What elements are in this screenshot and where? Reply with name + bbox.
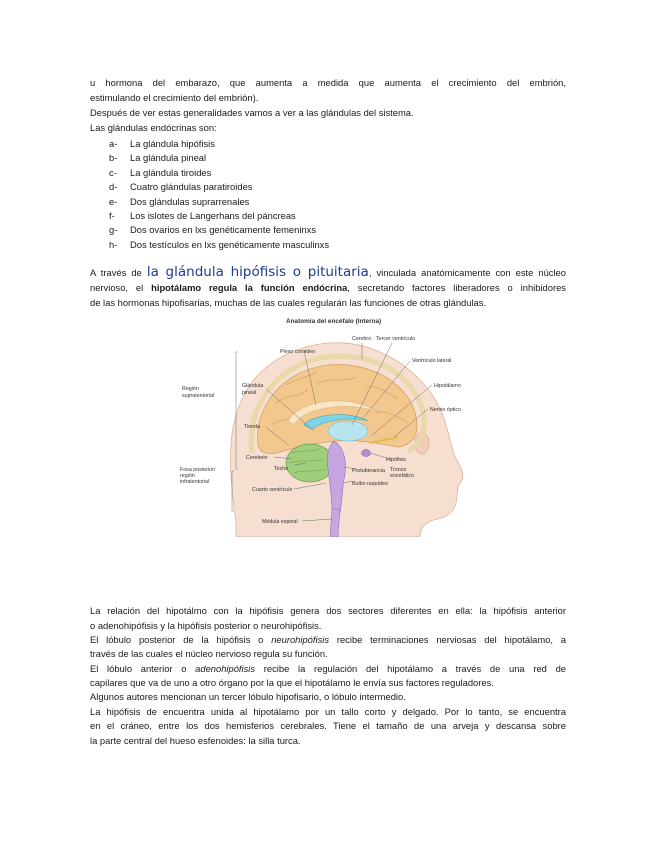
label-tercer-ventriculo: Tercer ventrículo xyxy=(376,336,416,342)
text-span: recibe la regulación del hipotálamo a través de una red de xyxy=(255,663,566,674)
list-item xyxy=(109,195,329,209)
hypophysis-line-2 xyxy=(90,281,566,295)
list-item-label: La glándula pineal xyxy=(130,152,207,164)
list-marker: d- xyxy=(109,181,118,193)
label-techo: Techo xyxy=(274,466,289,472)
closing-p2-line-1 xyxy=(90,633,566,647)
brain-anatomy-illustration xyxy=(176,313,494,537)
label-hipotalamo: Hipotálamo xyxy=(434,383,461,389)
closing-p1-line-1: La relación del hipotálmo con la hipófisis genera dos sectores diferentes en ella: la hipófisis anterior xyxy=(90,605,566,616)
text-span: A través de xyxy=(90,267,147,278)
label-tronco-encefalico-2: encefálico xyxy=(390,473,414,479)
closing-p5-line-3: la parte central del hueso esfenoides: la silla turca. xyxy=(90,735,301,746)
closing-p2-line-2: través de las cuales el núcleo nervioso regula su función. xyxy=(90,648,328,659)
hypophysis-line-1 xyxy=(90,264,566,281)
intro-line-4: Las glándulas endócrinas son: xyxy=(90,122,217,133)
list-item xyxy=(109,137,329,151)
intro-line-3: Después de ver estas generalidades vamos a ver a las glándulas del sistema. xyxy=(90,107,414,118)
list-item-label: Cuatro glándulas paratiroides xyxy=(130,181,253,193)
list-item xyxy=(109,238,329,252)
label-fosa-posterior-1: Fosa posterior/ xyxy=(180,467,216,473)
label-medula-espinal: Médula espinal xyxy=(262,519,298,525)
list-marker: c- xyxy=(109,166,117,178)
label-fosa-posterior-2: región xyxy=(180,473,195,479)
list-marker: b- xyxy=(109,152,118,164)
spinal-cord xyxy=(330,509,340,537)
label-nervio-optico: Nervio óptico xyxy=(430,407,461,413)
label-cerebro: Cerebro xyxy=(352,336,372,342)
list-marker: g- xyxy=(109,224,118,236)
list-item xyxy=(109,209,329,223)
italic-term: adenohipófisis xyxy=(195,663,256,674)
pituitary-gland xyxy=(362,450,371,457)
closing-p5-line-1: La hipófisis de encuentra unida al hipotálamo por un tallo corto y delgado. Por lo tanto, se encuentra xyxy=(90,706,566,717)
brain-anatomy-figure xyxy=(176,313,494,537)
cerebellum xyxy=(286,444,334,482)
label-hipofisis: Hipófisis xyxy=(386,457,407,463)
hypophysis-line-3: de las hormonas hipofisarias, muchas de las cuales regularán las funciones de otras glándulas. xyxy=(90,297,487,308)
text-span: El lóbulo posterior de la hipófisis o xyxy=(90,634,272,645)
label-glandula-pineal-2: pineal xyxy=(242,390,257,396)
list-marker: e- xyxy=(109,195,118,207)
list-item xyxy=(109,166,329,180)
text-span: , secretando factores liberadores o inhibidores xyxy=(347,282,566,293)
highlight-heading: la glándula hipófisis o pituitaria xyxy=(146,264,369,280)
figure-title: Anatomía del encéfalo (Interna) xyxy=(286,318,382,325)
list-item-label: Dos glándulas suprarrenales xyxy=(130,195,250,207)
list-item xyxy=(109,151,329,165)
label-protuberancia: Protuberancia xyxy=(352,468,385,474)
label-cuarto-ventriculo: Cuarto ventrículo xyxy=(252,487,293,493)
list-item xyxy=(109,223,329,237)
list-item-label: Dos ovarios en lxs genéticamente femeninxs xyxy=(130,224,317,236)
closing-p1-line-2: o adenohipófisis y la hipófisis posterior o neurohipófisis. xyxy=(90,620,322,631)
thalamus xyxy=(328,421,368,441)
list-item-label: La glándula hipófisis xyxy=(130,138,215,149)
list-marker: f- xyxy=(109,209,115,221)
label-tienda: Tienda xyxy=(244,424,260,430)
closing-p5-line-2: en el cráneo, entre los dos hemisferios cerebrales. Tiene el tamaño de una arveja y descansa sobre xyxy=(90,720,566,731)
glands-list xyxy=(109,137,329,252)
closing-p3-line-1 xyxy=(90,662,566,676)
label-cerebelo: Cerebelo xyxy=(246,455,268,461)
intro-line-2: estimulando el crecimiento del embrión). xyxy=(90,92,259,103)
text-span: nervioso, el xyxy=(90,282,152,293)
intro-line-1: u hormona del embarazo, que aumenta a medida que aumenta el crecimiento del embrión, xyxy=(90,77,566,88)
label-ventriculo-lateral: Ventrículo lateral xyxy=(412,358,452,364)
bold-text: hipotálamo regula la función endócrina xyxy=(151,282,348,293)
list-item-label: Los islotes de Langerhans del páncreas xyxy=(130,209,296,221)
label-region-supratentorial-2: supratentorial xyxy=(182,393,215,399)
list-item-label: La glándula tiroides xyxy=(130,166,212,178)
label-fosa-posterior-3: infratentorial xyxy=(180,479,210,485)
text-span: recibe terminaciones nerviosas del hipotálamo, a xyxy=(329,634,567,645)
label-tronco-encefalico-1: Tronco xyxy=(390,467,407,473)
label-bulbo-raquideo: Bulbo raquídeo xyxy=(352,481,388,487)
list-marker: a- xyxy=(109,138,118,149)
italic-term: neurohipófisis xyxy=(271,634,330,645)
list-item xyxy=(109,180,329,194)
label-region-supratentorial-1: Región xyxy=(182,386,199,392)
text-span: El lóbulo anterior o xyxy=(90,663,196,674)
label-plexo-coroideo: Plexo coroideo xyxy=(280,349,316,355)
closing-p3-line-2: capilares que va de uno a otro órgano por la que el hipotálamo le envía sus factores reguladores. xyxy=(90,677,494,688)
list-marker: h- xyxy=(109,238,118,250)
label-glandula-pineal-1: Glándula xyxy=(242,383,264,389)
list-item-label: Dos testículos en lxs genéticamente masculinxs xyxy=(130,238,330,250)
text-span: , vinculada anatómicamente con este núcleo xyxy=(368,267,566,278)
closing-p4: Algunos autores mencionan un tercer lóbulo hipofisario, o lóbulo intermedio. xyxy=(90,691,406,702)
